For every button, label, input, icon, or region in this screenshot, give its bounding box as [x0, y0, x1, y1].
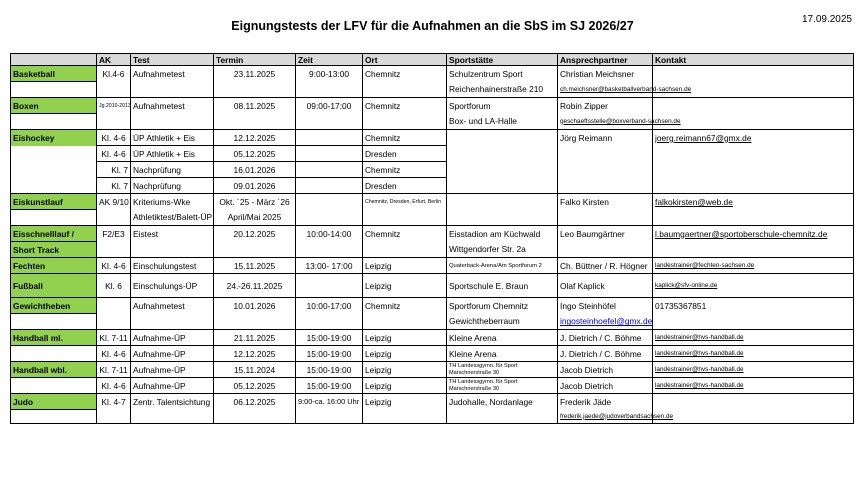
partner-cell: J. Dietrich / C. Böhme [558, 330, 653, 346]
table-row [11, 298, 854, 314]
kontakt-cell [653, 146, 854, 162]
ak-cell: Kl. 4-6 [97, 378, 131, 394]
zeit-cell: 15:00-19:00 [296, 330, 363, 346]
staette-cell [447, 130, 558, 146]
test-cell: Zentr. Talentsichtung [131, 394, 214, 410]
kontakt-email-link[interactable]: landestrainer@hvs-handball.de [653, 362, 854, 378]
partner-email-link[interactable]: ch.meichsner@basketballverband-sachsen.de [558, 82, 653, 98]
zeit-cell [296, 242, 363, 258]
partner-cell: Robin Zipper [558, 98, 653, 114]
test-cell: ÜP Athletik + Eis [131, 146, 214, 162]
header-cell: Ort [363, 54, 447, 66]
kontakt-email-link[interactable]: falkokirsten@web.de [653, 194, 854, 210]
staette-cell: TH Landessgymn. für Sport Marschnerstraße 30 [447, 378, 558, 394]
test-cell: Aufnahmetest [131, 66, 214, 82]
header-cell: Kontakt [653, 54, 854, 66]
sport-cell [11, 314, 97, 330]
partner-cell: Leo Baumgärtner [558, 226, 653, 242]
termin-cell: 15.11.2025 [214, 258, 296, 274]
ak-cell: Jg.2010-2013 [97, 98, 131, 114]
header-cell: Sportstätte [447, 54, 558, 66]
ort-cell: Chemnitz [363, 226, 447, 242]
sport-cell: Eisschnelllauf / [11, 226, 97, 242]
zeit-cell [296, 178, 363, 194]
ak-cell [97, 82, 131, 98]
zeit-cell [296, 410, 363, 424]
ort-cell: Leipzig [363, 362, 447, 378]
sport-cell: Boxen [11, 98, 97, 114]
schedule-table [10, 53, 854, 424]
test-cell: Aufnahme-ÜP [131, 346, 214, 362]
ak-cell: Kl. 4-7 [97, 394, 131, 410]
partner-cell [558, 178, 653, 194]
table-row [11, 178, 854, 194]
staette-cell: Quaterback-Arena/Am Sportforum 2 [447, 258, 558, 274]
sport-cell: Handball ml. [11, 330, 97, 346]
test-cell [131, 242, 214, 258]
ak-cell [97, 410, 131, 424]
sport-cell [11, 114, 97, 130]
zeit-cell [296, 194, 363, 210]
ort-cell [363, 210, 447, 226]
ort-cell [363, 242, 447, 258]
kontakt-cell [653, 242, 854, 258]
staette-cell [447, 210, 558, 226]
zeit-cell: 15:00-19:00 [296, 346, 363, 362]
partner-cell: Ingo Steinhöfel [558, 298, 653, 314]
table-row [11, 314, 854, 330]
staette-cell: Sportforum [447, 98, 558, 114]
sport-cell [11, 378, 97, 394]
ak-cell [97, 210, 131, 226]
ak-cell [97, 114, 131, 130]
staette-cell: Schulzentrum Sport [447, 66, 558, 82]
table-row [11, 194, 854, 210]
page-title: Eignungstests der LFV für die Aufnahmen an die SbS im SJ 2026/27 [231, 19, 634, 33]
partner-cell [558, 242, 653, 258]
ort-cell [363, 314, 447, 330]
table-row [11, 162, 854, 178]
header-cell: AK [97, 54, 131, 66]
termin-cell: 05.12.2025 [214, 378, 296, 394]
kontakt-cell [653, 314, 854, 330]
table-row [11, 82, 854, 98]
staette-cell: Sportschule E. Braun [447, 274, 558, 298]
test-cell: Aufnahme-ÜP [131, 362, 214, 378]
table-row [11, 410, 854, 424]
partner-cell [558, 162, 653, 178]
termin-cell: 08.11.2025 [214, 98, 296, 114]
termin-cell: 23.11.2025 [214, 66, 296, 82]
test-cell: Einschulungs-ÜP [131, 274, 214, 298]
termin-cell [214, 242, 296, 258]
ort-cell [363, 114, 447, 130]
staette-cell [447, 146, 558, 162]
kontakt-cell [653, 210, 854, 226]
table-row [11, 130, 854, 146]
zeit-cell: 15:00-19:00 [296, 378, 363, 394]
partner-cell: Olaf Kaplick [558, 274, 653, 298]
termin-cell: 15.11.2024 [214, 362, 296, 378]
sport-cell [11, 178, 97, 194]
zeit-cell [296, 130, 363, 146]
staette-cell [447, 162, 558, 178]
ak-cell [97, 242, 131, 258]
termin-cell: 06.12.2025 [214, 394, 296, 410]
staette-cell: Kleine Arena [447, 346, 558, 362]
table-row [11, 274, 854, 298]
zeit-cell [296, 210, 363, 226]
table-row [11, 66, 854, 82]
partner-cell: Ch. Büttner / R. Högner [558, 258, 653, 274]
sport-cell: Eiskunstlauf [11, 194, 97, 210]
sport-cell [11, 210, 97, 226]
termin-cell: 09.01.2026 [214, 178, 296, 194]
test-cell: Nachprüfung [131, 162, 214, 178]
ort-cell: Leipzig [363, 258, 447, 274]
ak-cell: AK 9/10 [97, 194, 131, 210]
test-cell: ÜP Athletik + Eis [131, 130, 214, 146]
test-cell: Aufnahmetest [131, 298, 214, 314]
kontakt-email-link[interactable]: kaplick@sfv-online.de [653, 274, 854, 298]
kontakt-email-link[interactable]: landestrainer@hvs-handball.de [653, 378, 854, 394]
termin-cell: 12.12.2025 [214, 130, 296, 146]
kontakt-email-link[interactable]: landestrainer@fechten-sachsen.de [653, 258, 854, 274]
ak-cell: Kl. 4-6 [97, 146, 131, 162]
ak-cell: Kl.4-6 [97, 66, 131, 82]
zeit-cell [296, 82, 363, 98]
sport-cell: Short Track [11, 242, 97, 258]
kontakt-email-link[interactable]: l.baumgaertner@sportoberschule-chemnitz.de [653, 226, 854, 242]
ort-cell: Chemnitz [363, 162, 447, 178]
kontakt-cell [653, 410, 854, 424]
table-row [11, 114, 854, 130]
ort-cell [363, 410, 447, 424]
zeit-cell [296, 274, 363, 298]
termin-cell [214, 82, 296, 98]
sport-cell [11, 346, 97, 362]
table-row [11, 346, 854, 362]
ak-cell [97, 298, 131, 314]
ort-cell [363, 82, 447, 98]
table-row [11, 242, 854, 258]
ak-cell: Kl. 6 [97, 274, 131, 298]
zeit-cell [296, 314, 363, 330]
table-row [11, 210, 854, 226]
termin-cell: 24.-26.11.2025 [214, 274, 296, 298]
kontakt-cell [653, 162, 854, 178]
termin-cell: 12.12.2025 [214, 346, 296, 362]
zeit-cell: 9:00-13:00 [296, 66, 363, 82]
test-cell: Kriteriums-Wke [131, 194, 214, 210]
table-row [11, 394, 854, 410]
ak-cell: Kl. 7 [97, 162, 131, 178]
zeit-cell: 13:00- 17:00 [296, 258, 363, 274]
sport-cell: Judo [11, 394, 97, 410]
partner-cell: Falko Kirsten [558, 194, 653, 210]
partner-cell: Jörg Reimann [558, 130, 653, 146]
zeit-cell: 9:00-ca. 16:00 Uhr [296, 394, 363, 410]
termin-cell: 21.11.2025 [214, 330, 296, 346]
ort-cell: Chemnitz [363, 298, 447, 314]
sport-cell: Fechten [11, 258, 97, 274]
ak-cell: Kl. 4-6 [97, 130, 131, 146]
ak-cell: F2/E3 [97, 226, 131, 242]
zeit-cell: 15:00-19:00 [296, 362, 363, 378]
ort-cell: Dresden [363, 146, 447, 162]
header-cell: Zeit [296, 54, 363, 66]
ort-cell: Chemnitz, Dresden, Erfurt, Berlin [363, 194, 447, 210]
termin-cell: Okt. ´25 - März ´26 [214, 194, 296, 210]
zeit-cell [296, 162, 363, 178]
partner-cell: Christian Meichsner [558, 66, 653, 82]
partner-cell: J. Dietrich / C. Böhme [558, 346, 653, 362]
staette-cell: Kleine Arena [447, 330, 558, 346]
termin-cell: 20.12.2025 [214, 226, 296, 242]
test-cell: Einschulungstest [131, 258, 214, 274]
sport-cell [11, 146, 97, 162]
termin-cell: 16.01.2026 [214, 162, 296, 178]
sport-cell [11, 82, 97, 98]
table-row [11, 226, 854, 242]
sport-cell: Basketball [11, 66, 97, 82]
partner-cell [558, 146, 653, 162]
staette-cell: TH Landessgymn. für Sport Marschnerstraße 30 [447, 362, 558, 378]
test-cell [131, 82, 214, 98]
staette-cell [447, 410, 558, 424]
ort-cell: Chemnitz [363, 66, 447, 82]
test-cell: Eistest [131, 226, 214, 242]
staette-cell: Judohalle, Nordanlage [447, 394, 558, 410]
termin-cell [214, 410, 296, 424]
ak-cell [97, 314, 131, 330]
sport-cell: Eishockey [11, 130, 97, 146]
kontakt-email-link[interactable]: joerg.reimann67@gmx.de [653, 130, 854, 146]
document-date: 17.09.2025 [801, 14, 852, 25]
header-cell: Ansprechpartner [558, 54, 653, 66]
ort-cell: Leipzig [363, 330, 447, 346]
termin-cell: April/Mai 2025 [214, 210, 296, 226]
kontakt-cell [653, 394, 854, 410]
termin-cell [214, 314, 296, 330]
test-cell: Nachprüfung [131, 178, 214, 194]
partner-cell: Jacob Dietrich [558, 378, 653, 394]
staette-cell: Wittgendorfer Str. 2a [447, 242, 558, 258]
sport-cell: Handball wbl. [11, 362, 97, 378]
ak-cell: Kl. 7-11 [97, 330, 131, 346]
test-cell: Athletiktest/Balett-ÜP [131, 210, 214, 226]
staette-cell: Sportforum Chemnitz [447, 298, 558, 314]
table-header-row [11, 54, 854, 66]
partner-email-link[interactable]: geschaeftsstelle@boxverband-sachsen.de [558, 114, 653, 130]
ort-cell: Chemnitz [363, 98, 447, 114]
staette-cell: Eisstadion am Küchwald [447, 226, 558, 242]
partner-cell: Frederik Jäde [558, 394, 653, 410]
zeit-cell: 10:00-17:00 [296, 298, 363, 314]
zeit-cell: 10:00-14:00 [296, 226, 363, 242]
header-cell: Test [131, 54, 214, 66]
ak-cell: Kl. 7-11 [97, 362, 131, 378]
partner-email-link[interactable]: frederik.jaede@judoverbandsachsen.de [558, 410, 653, 424]
termin-cell [214, 114, 296, 130]
termin-cell: 05.12.2025 [214, 146, 296, 162]
zeit-cell: 09:00-17:00 [296, 98, 363, 114]
sport-cell [11, 162, 97, 178]
ak-cell: Kl. 4-6 [97, 346, 131, 362]
test-cell: Aufnahme-ÜP [131, 378, 214, 394]
staette-cell: Box- und LA-Halle [447, 114, 558, 130]
header-cell: Termin [214, 54, 296, 66]
sport-cell [11, 410, 97, 424]
test-cell: Aufnahme-ÜP [131, 330, 214, 346]
ak-cell: Kl. 7 [97, 178, 131, 194]
table-row [11, 258, 854, 274]
kontakt-cell [653, 66, 854, 82]
ort-cell: Leipzig [363, 346, 447, 362]
ort-cell: Leipzig [363, 274, 447, 298]
kontakt-cell [653, 114, 854, 130]
ort-cell: Leipzig [363, 394, 447, 410]
table-row [11, 146, 854, 162]
ort-cell: Dresden [363, 178, 447, 194]
ort-cell: Leipzig [363, 378, 447, 394]
kontakt-email-link[interactable]: landestrainer@hvs-handball.de [653, 330, 854, 346]
test-cell [131, 410, 214, 424]
staette-cell [447, 178, 558, 194]
ak-cell: Kl. 4-6 [97, 258, 131, 274]
test-cell: Aufnahmetest [131, 98, 214, 114]
zeit-cell [296, 114, 363, 130]
table-row [11, 362, 854, 378]
staette-cell [447, 194, 558, 210]
zeit-cell [296, 146, 363, 162]
table-row [11, 98, 854, 114]
termin-cell: 10.01.2026 [214, 298, 296, 314]
partner-cell: Jacob Dietrich [558, 362, 653, 378]
table-row [11, 378, 854, 394]
partner-cell [558, 210, 653, 226]
test-cell [131, 114, 214, 130]
staette-cell: Gewichtheberraum [447, 314, 558, 330]
sport-cell: Gewichtheben [11, 298, 97, 314]
table-row [11, 330, 854, 346]
header-cell [11, 54, 97, 66]
ort-cell: Chemnitz [363, 130, 447, 146]
kontakt-cell: 01735367851 [653, 298, 854, 314]
staette-cell: Reichenhainerstraße 210 [447, 82, 558, 98]
test-cell [131, 314, 214, 330]
kontakt-cell [653, 98, 854, 114]
kontakt-cell [653, 178, 854, 194]
kontakt-email-link[interactable]: landestrainer@hvs-handball.de [653, 346, 854, 362]
sport-cell: Fußball [11, 274, 97, 298]
partner-email-link[interactable]: ingosteinhoefel@gmx.de [558, 314, 653, 330]
